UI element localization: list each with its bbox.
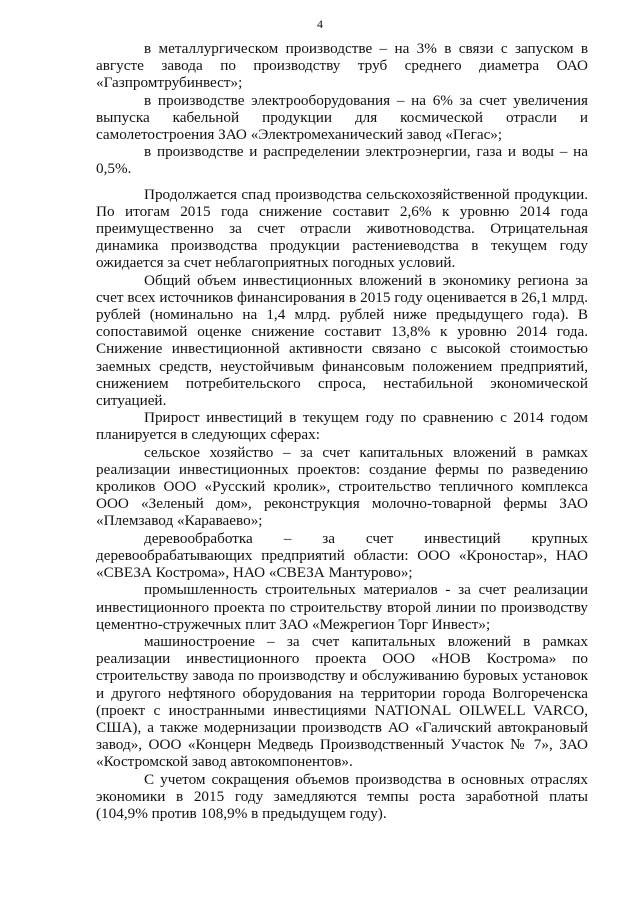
paragraph-investment-growth-intro: Прирост инвестиций в текущем году по сравнению с 2014 годом планируется в следующих сферах: xyxy=(96,409,588,444)
paragraph-agriculture-decline: Продолжается спад производства сельскохозяйственной продукции. По итогам 2015 года снижение составит 2,6% к уровню 2014 года преимущественно за счет отрасли животноводства. Отрицательная динамика производства продукции растениеводства в текущем году ожидается за счет неблагоприятных погодных условий. xyxy=(96,185,588,272)
paragraph-machine-building: машиностроение – за счет капитальных вложений в рамках реализации инвестиционного проекта ООО «НОВ Кострома» по строительству завода по производству и обслуживанию буровых установок и другого нефтяного оборудования на территории города Волгореченска (проект с иностранными инвестициями NATIONAL OILWELL VARCO, США), а также модернизации производств АО «Галичский автокрановый завод», ООО «Концерн Медведь Производственный Участок № 7», ЗАО «Костромской завод автокомпонентов». xyxy=(96,632,588,771)
document-body xyxy=(96,40,588,822)
paragraph-electrical-equipment: в производстве электрооборудования – на 6% за счет увеличения выпуска кабельной продукции для космической отрасли и самолетостроения ЗАО «Электромеханический завод «Пегас»; xyxy=(96,91,588,144)
page-number: 4 xyxy=(317,17,323,31)
paragraph-woodworking: деревообработка – за счет инвестиций крупных деревообрабатывающих предприятий области: ООО «Кроностар», НАО «СВЕЗА Кострома», НАО «СВЕЗА Мантурово»; xyxy=(96,529,588,582)
paragraph-wages: С учетом сокращения объемов производства в основных отраслях экономики в 2015 году замедляются темпы роста заработной платы (104,9% против 108,9% в предыдущем году). xyxy=(96,770,588,822)
paragraph-building-materials: промышленность строительных материалов - за счет реализации инвестиционного проекта по строительству второй линии по производству цементно-стружечных плит ЗАО «Межрегион Торг Инвест»; xyxy=(96,581,588,633)
paragraph-investment-volume: Общий объем инвестиционных вложений в экономику региона за счет всех источников финансирования в 2015 году оценивается в 26,1 млрд. рублей (номинально на 1,4 млрд. рублей ниже предыдущего года). В сопоставимой оценке снижение составит 13,8% к уровню 2014 года. Снижение инвестиционной активности связано с высокой стоимостью заемных средств, неустойчивым финансовым положением предприятий, снижением потребительского спроса, нестабильной экономической ситуацией. xyxy=(96,271,588,410)
paragraph-utilities: в производстве и распределении электроэнергии, газа и воды – на 0,5%. xyxy=(96,143,588,178)
paragraph-agriculture-investment: сельское хозяйство – за счет капитальных вложений в рамках реализации инвестиционных проектов: создание фермы по разведению кроликов ООО «Русский кролик», строительство тепличного комплекса ООО «Зеленый дом», реконструкция молочно-товарной фермы ЗАО «Племзавод «Караваево»; xyxy=(96,443,588,530)
paragraph-metallurgy: в металлургическом производстве – на 3% в связи с запуском в августе завода по производству труб среднего диаметра ОАО «Газпромтрубинвест»; xyxy=(96,40,588,92)
